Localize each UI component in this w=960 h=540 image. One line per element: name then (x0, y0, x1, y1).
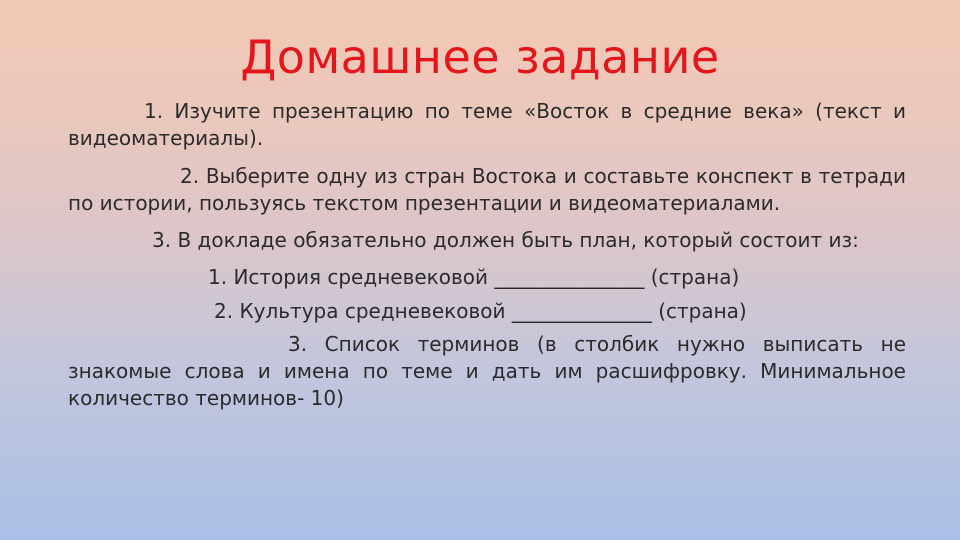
task-paragraph-3: 3. В докладе обязательно должен быть план, который состоит из: (152, 228, 859, 252)
plan-item-terms: 3. Список терминов (в столбик нужно выписать не знакомые слова и имена по теме и дать им расшифровку. Минимальное количество терминов- 10) (68, 332, 906, 410)
plan-item-history: 1. История средневековой _______________ (страна) (208, 265, 740, 289)
slide-body (68, 98, 906, 412)
task-paragraph-2: 2. Выберите одну из стран Востока и составьте конспект в тетради по истории, пользуясь текстом презентации и видеоматериалами. (68, 164, 906, 215)
task-paragraph-1: 1. Изучите презентацию по теме «Восток в средние века» (текст и видеоматериалы). (68, 99, 906, 150)
plan-item-culture: 2. Культура средневековой ______________ (страна) (214, 299, 747, 323)
slide-title: Домашнее задание (240, 30, 720, 84)
